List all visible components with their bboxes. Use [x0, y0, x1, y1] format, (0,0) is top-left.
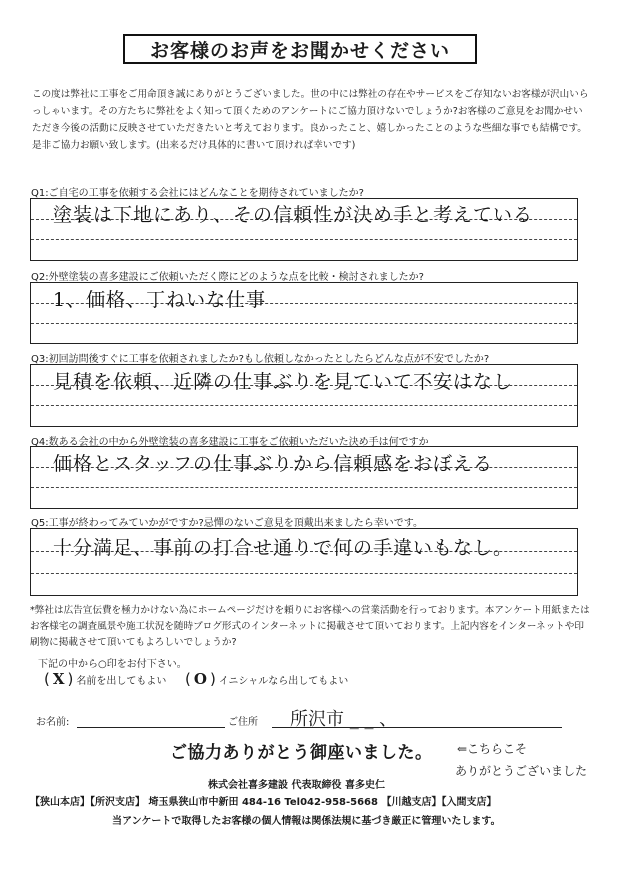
question-2-answer-box — [30, 282, 578, 344]
option-1-mark: X — [52, 670, 65, 688]
publication-note: *弊社は広告宣伝費を極力かけない為にホームページだけを頼りにお客様への営業活動を行っております。本アンケート用紙またはお客様宅の調査風景や施工状況を随時ブログ形式のインターネットに掲載させて頂いております。上記内容をインターネットや印刷物に掲載させて頂いてもよろしいでしょうか? — [30, 605, 590, 648]
option-2-label: イニシャルなら出してもよい — [218, 675, 349, 687]
question-1-label: Q1:ご自宅の工事を依頼する会社にはどんなことを期待されていましたか? — [31, 188, 364, 199]
question-1-answer-box — [30, 198, 578, 261]
company-name: 株式会社喜多建設 代表取締役 喜多史仁 — [208, 780, 385, 791]
paren-close: ) — [67, 670, 74, 688]
address-value: 所沢市 _ _ 、 — [290, 709, 398, 730]
question-3-label: Q3:初回訪問後すぐに工事を依頼されましたか?もし依頼しなかったとしたらどんな点が不安でしたか? — [31, 354, 490, 365]
page-title: お客様のお声をお聞かせください — [123, 34, 477, 64]
question-2-answer: 1、価格、丁ねいな仕事 — [53, 289, 267, 311]
option-initials-ok[interactable] — [185, 670, 348, 688]
option-2-mark: O — [193, 670, 207, 688]
option-name-ok[interactable] — [44, 670, 166, 688]
option-1-label: 名前を出してもよい — [76, 675, 167, 687]
name-label: お名前: — [36, 717, 70, 728]
ruled-line — [31, 405, 577, 406]
ruled-line — [31, 487, 577, 488]
question-5-label: Q5:工事が終わってみていかがですか?忌憚のないご意見を頂戴出来ましたら幸いです。 — [31, 518, 424, 529]
select-prompt: 下記の中から○印をお付下さい。 — [38, 659, 187, 670]
paren-open: ( — [185, 670, 191, 688]
question-2-label: Q2:外壁塗装の喜多建設にご依頼いただく際にどのような点を比較・検討されましたか? — [31, 272, 424, 283]
privacy-note: 当アンケートで取得したお客様の個人情報は関係法規に基づき厳正に管理いたします。 — [112, 816, 501, 827]
ruled-line — [31, 323, 577, 324]
paren-close: ) — [209, 670, 216, 688]
question-1-answer: 塗装は下地にあり、その信頼性が決め手と考えている — [53, 204, 534, 226]
branch-info: 【狭山本店】【所沢支店】 埼玉県狭山市中新田 484-16 Tel042-958-5668 【川越支店】【入間支店】 — [30, 797, 497, 808]
question-4-label: Q4:数ある会社の中から外壁塗装の喜多建設に工事をご依頼いただいた決め手は何ですか — [31, 437, 429, 448]
paren-open: ( — [44, 670, 50, 688]
question-5-answer: 十分満足、事前の打合せ通りで何の手違いもなし。 — [53, 537, 514, 559]
question-4-answer: 価格とスタッフの仕事ぶりから信頼感をおぼえる — [53, 453, 494, 475]
ruled-line — [31, 239, 577, 240]
address-label: ご住所 — [228, 717, 258, 728]
thanks-message: ご協力ありがとう御座いました。 — [170, 743, 433, 763]
intro-text: この度は弊社に工事をご用命頂き誠にありがとうございました。世の中には弊社の存在やサービスをご存知ないお客様が沢山いらっしゃいます。その方たちに弊社をよく知って頂くためのアンケートにご協力頂けないでしょうか?お客様のご意見をお聞かせいただき今後の活動に反映させていただきたいと考えております。良かったこと、嬉しかったことのような些細な事でも結構です。是非ご協力お願い致します。(出来るだけ具体的に書いて頂ければ幸いです) — [32, 89, 589, 151]
question-3-answer: 見積を依頼、近隣の仕事ぶりを見ていて不安はなし — [53, 371, 514, 393]
question-5-answer-box — [30, 528, 578, 596]
question-3-answer-box — [30, 364, 578, 427]
handwritten-reply-1: ⇐こちらこそ — [457, 742, 528, 756]
name-field[interactable] — [77, 727, 225, 728]
ruled-line — [31, 573, 577, 574]
question-4-answer-box — [30, 446, 578, 509]
handwritten-reply-2: ありがとうございました — [455, 764, 588, 778]
